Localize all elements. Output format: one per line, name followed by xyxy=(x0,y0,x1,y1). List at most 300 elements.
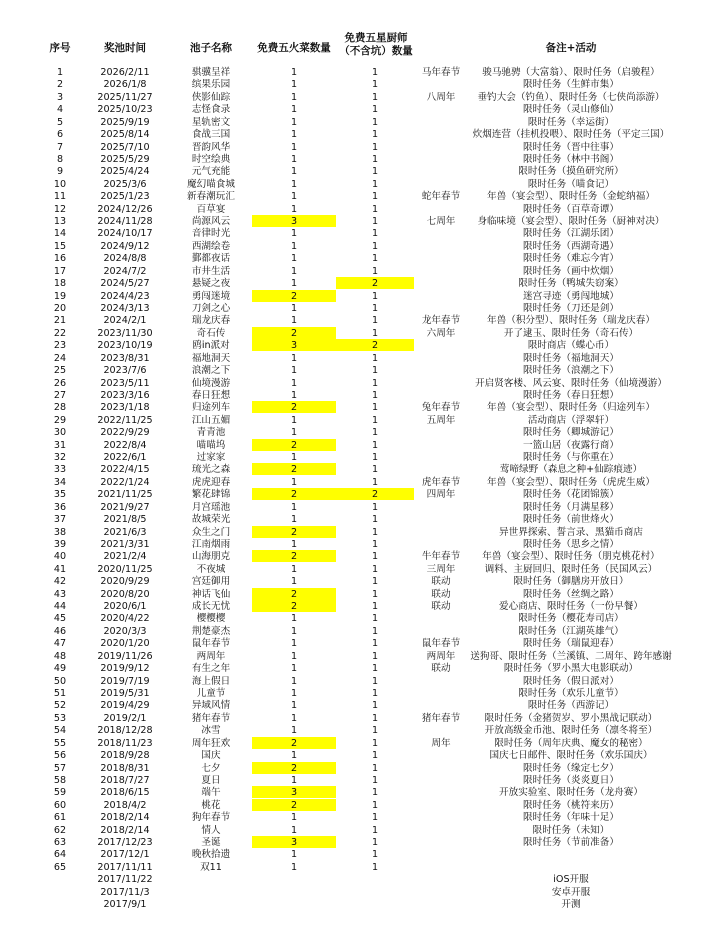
row-note: 限时任务（晋中往事） xyxy=(523,141,619,153)
row-pool-name: 神话飞仙 xyxy=(191,588,231,600)
row-hot-count: 1 xyxy=(290,501,298,513)
row-pool-name: 勇闯迷境 xyxy=(191,290,231,302)
row-note: 限时任务（摸鱼研究所） xyxy=(518,166,624,178)
row-seq: 45 xyxy=(53,613,67,625)
row-seq: 49 xyxy=(53,663,67,675)
row-seq: 26 xyxy=(53,377,67,389)
row-event-tag xyxy=(416,79,466,91)
row-date: 2021/2/4 xyxy=(103,551,147,563)
row-chef-count: 1 xyxy=(371,129,379,141)
row-seq: 19 xyxy=(53,290,67,302)
row-seq: 11 xyxy=(53,191,67,203)
row-chef-count: 1 xyxy=(371,253,379,265)
row-pool-name: 魔幻喵食城 xyxy=(187,178,235,190)
row-seq: 50 xyxy=(53,675,67,687)
row-event-tag xyxy=(416,204,466,216)
row-chef-count: 1 xyxy=(371,452,379,464)
row-event-tag: 五周年 xyxy=(426,414,456,426)
row-note: 限时任务（刀还是剑） xyxy=(523,302,619,314)
row-chef-count: 1 xyxy=(371,638,379,650)
row-hot-count: 1 xyxy=(290,302,298,314)
row-chef-count: 1 xyxy=(371,427,379,439)
row-event-tag: 鼠年春节 xyxy=(421,638,461,650)
row-event-tag xyxy=(416,303,466,315)
row-chef-count: 1 xyxy=(371,774,379,786)
row-pool-name: 市井生活 xyxy=(191,265,231,277)
row-hot-count: 2 xyxy=(290,464,298,476)
row-hot-count: 1 xyxy=(290,476,298,488)
row-seq: 46 xyxy=(53,625,67,637)
row-pool-name: 海上假日 xyxy=(191,675,231,687)
row-seq: 56 xyxy=(53,750,67,762)
row-seq: 30 xyxy=(53,427,67,439)
row-note: 异世界探索、誓言录、黑猫币商店 xyxy=(499,526,643,538)
row-note: 限时任务（前世烽火） xyxy=(523,514,619,526)
row-hot-count: 1 xyxy=(290,129,298,141)
row-chef-count: 1 xyxy=(371,290,379,302)
row-date: 2017/12/23 xyxy=(97,837,153,849)
row-pool-name: 仙境漫游 xyxy=(191,377,231,389)
row-event-tag xyxy=(416,278,466,290)
row-event-tag xyxy=(416,291,466,303)
row-pool-name: 山海朋克 xyxy=(191,551,231,563)
row-hot-count: 1 xyxy=(290,191,298,203)
row-pool-name: 两周年 xyxy=(196,650,226,662)
row-chef-count: 1 xyxy=(371,302,379,314)
row-pool-name: 奇石传 xyxy=(196,327,226,339)
row-hot-count xyxy=(252,874,336,886)
row-date: 2018/12/28 xyxy=(97,725,153,737)
row-seq: 54 xyxy=(53,725,67,737)
row-event-tag: 龙年春节 xyxy=(421,315,461,327)
row-chef-count: 1 xyxy=(371,67,379,78)
row-seq: 37 xyxy=(53,514,67,526)
header-seq: 序号 xyxy=(49,42,71,54)
row-seq: 29 xyxy=(53,414,67,426)
row-note: 送狗哥、限时任务（兰溪镇、二周年、跨年感谢 xyxy=(470,650,672,662)
row-date: 2025/5/29 xyxy=(100,153,150,165)
row-chef-count: 1 xyxy=(371,240,379,252)
row-pool-name: 端午 xyxy=(201,787,221,799)
row-pool-name: 故城荣光 xyxy=(191,514,231,526)
row-chef-count: 1 xyxy=(371,812,379,824)
row-date: 2026/2/11 xyxy=(100,67,150,78)
row-chef-count: 1 xyxy=(371,551,379,563)
row-seq: 9 xyxy=(56,166,64,178)
row-event-tag xyxy=(416,117,466,129)
row-seq: 51 xyxy=(53,688,67,699)
row-event-tag xyxy=(416,253,466,265)
row-date: 2025/3/6 xyxy=(103,178,147,190)
row-pool-name xyxy=(170,899,252,911)
row-note: 身临味境（宴会型）、限时任务（厨神对决） xyxy=(477,216,665,228)
row-chef-count: 1 xyxy=(371,315,379,327)
row-note xyxy=(466,849,676,861)
row-note: 莺啼绿野（森息之种+仙踪痕迹） xyxy=(499,464,643,476)
row-pool-name: 青青池 xyxy=(196,427,226,439)
row-seq: 23 xyxy=(53,340,67,352)
row-seq: 32 xyxy=(53,452,67,464)
row-pool-name: 过家家 xyxy=(196,452,226,464)
row-note: 迷宫寻迹（勇闯地城） xyxy=(523,290,619,302)
row-seq: 22 xyxy=(53,327,67,339)
row-note: 限时任务（炎炎夏日） xyxy=(523,774,619,786)
row-seq: 17 xyxy=(53,265,67,277)
row-event-tag xyxy=(416,378,466,390)
row-note: 限时任务（未知） xyxy=(532,824,610,836)
row-date: 2017/12/1 xyxy=(100,849,150,861)
row-chef-count: 1 xyxy=(371,365,379,377)
row-hot-count xyxy=(252,899,336,911)
row-pool-name xyxy=(170,874,252,886)
row-note: 骏马驰骋（大富翁）、限时任务（启骏程） xyxy=(482,67,660,78)
row-date: 2023/7/6 xyxy=(103,365,147,377)
row-pool-name: 成长无忧 xyxy=(191,601,231,613)
row-event-tag xyxy=(416,142,466,154)
row-pool-name: 晚秋拾遗 xyxy=(191,849,231,861)
row-note: 年兽（宴会型）、限时任务（归途列车） xyxy=(487,402,655,414)
row-hot-count: 1 xyxy=(290,228,298,240)
row-pool-name: 七夕 xyxy=(201,762,221,774)
row-hot-count: 2 xyxy=(290,737,298,749)
row-event-tag xyxy=(416,104,466,116)
row-date: 2022/6/1 xyxy=(103,452,147,464)
row-seq: 62 xyxy=(53,824,67,836)
row-date: 2025/1/23 xyxy=(100,191,150,203)
row-hot-count: 1 xyxy=(290,613,298,625)
row-hot-count: 1 xyxy=(290,427,298,439)
row-pool-name: 食战三国 xyxy=(191,129,231,141)
row-date: 2023/11/30 xyxy=(97,327,153,339)
row-chef-count: 1 xyxy=(371,514,379,526)
row-seq: 57 xyxy=(53,762,67,774)
row-event-tag xyxy=(416,340,466,352)
row-pool-name: 不夜城 xyxy=(196,563,226,575)
row-chef-count: 1 xyxy=(371,737,379,749)
row-seq: 28 xyxy=(53,402,67,414)
row-event-tag xyxy=(416,812,466,824)
row-hot-count xyxy=(252,887,336,899)
row-hot-count: 1 xyxy=(290,650,298,662)
row-event-tag: 联动 xyxy=(431,601,451,613)
row-date: 2019/7/19 xyxy=(100,675,150,687)
row-seq: 25 xyxy=(53,365,67,377)
row-hot-count: 1 xyxy=(290,774,298,786)
row-seq: 3 xyxy=(56,91,64,103)
row-pool-name: 猪年春节 xyxy=(191,712,231,724)
row-pool-name: 刀剑之心 xyxy=(191,302,231,314)
row-event-tag xyxy=(416,452,466,464)
row-event-tag xyxy=(416,365,466,377)
row-chef-count: 1 xyxy=(371,91,379,103)
row-pool-name: 江山五媚 xyxy=(191,414,231,426)
row-note: 限时任务（幸运街） xyxy=(527,116,615,128)
row-seq: 1 xyxy=(56,67,64,78)
row-chef-count: 2 xyxy=(371,278,379,290)
row-pool-name: 悬疑之夜 xyxy=(191,278,231,290)
row-pool-name: 江南烟雨 xyxy=(191,538,231,550)
row-date: 2022/8/4 xyxy=(103,439,147,451)
row-seq: 21 xyxy=(53,315,67,327)
row-hot-count: 2 xyxy=(290,551,298,563)
row-note: 年兽（宴会型）、限时任务（金蛇纳福） xyxy=(487,191,655,203)
row-note: 开放高级金币池、限时任务（凛冬将至） xyxy=(484,725,658,737)
row-chef-count: 1 xyxy=(371,861,379,873)
row-chef-count: 1 xyxy=(371,712,379,724)
row-seq: 2 xyxy=(56,79,64,91)
row-hot-count: 1 xyxy=(290,812,298,824)
row-event-tag: 四周年 xyxy=(426,489,456,501)
row-chef-count: 1 xyxy=(371,352,379,364)
row-pool-name: 西湖绘卷 xyxy=(191,240,231,252)
row-seq: 15 xyxy=(53,240,67,252)
row-date: 2025/7/10 xyxy=(100,141,150,153)
row-hot-count: 2 xyxy=(290,489,298,501)
row-seq: 43 xyxy=(53,588,67,600)
row-chef-count: 1 xyxy=(371,216,379,228)
row-hot-count: 1 xyxy=(290,750,298,762)
row-hot-count: 1 xyxy=(290,178,298,190)
row-date: 2024/4/23 xyxy=(100,290,150,302)
row-note: 限时任务（与你重在） xyxy=(523,452,619,464)
row-pool-name: 志怪食录 xyxy=(191,104,231,116)
row-hot-count: 1 xyxy=(290,79,298,91)
row-note: 调料、主厨回归、限时任务（民国风云） xyxy=(484,563,658,575)
row-hot-count: 2 xyxy=(290,762,298,774)
row-hot-count: 2 xyxy=(290,601,298,613)
row-note: 限时任务（欢乐儿童节） xyxy=(518,688,624,699)
row-date: 2024/3/13 xyxy=(100,302,150,314)
row-note: 限时任务（鸭城失窃案） xyxy=(518,278,624,290)
row-event-tag xyxy=(416,676,466,688)
row-chef-count xyxy=(336,874,414,886)
row-hot-count: 1 xyxy=(290,389,298,401)
row-pool-name: 春日狂想 xyxy=(191,389,231,401)
row-pool-name: 虎虎迎春 xyxy=(191,476,231,488)
row-pool-name: 归途列车 xyxy=(191,402,231,414)
row-hot-count: 1 xyxy=(290,675,298,687)
row-chef-count: 1 xyxy=(371,576,379,588)
row-event-tag xyxy=(416,775,466,787)
row-pool-name: 双11 xyxy=(200,861,222,873)
row-hot-count: 1 xyxy=(290,278,298,290)
row-chef-count: 2 xyxy=(371,340,379,352)
row-pool-name: 樱樱樱 xyxy=(196,613,226,625)
row-seq: 8 xyxy=(56,153,64,165)
row-note: 限时任务（花团锦簇） xyxy=(523,489,619,501)
row-date: 2018/2/14 xyxy=(100,824,150,836)
row-hot-count: 1 xyxy=(290,203,298,215)
row-pool-name: 儿童节 xyxy=(196,688,226,699)
row-note: 限时任务（春日狂想） xyxy=(523,389,619,401)
row-seq: 35 xyxy=(53,489,67,501)
row-hot-count: 1 xyxy=(290,538,298,550)
row-pool-name: 时空绘典 xyxy=(191,153,231,165)
row-date: 2018/8/31 xyxy=(100,762,150,774)
row-date: 2017/11/22 xyxy=(97,874,153,886)
row-seq: 31 xyxy=(53,439,67,451)
row-seq: 13 xyxy=(53,216,67,228)
row-pool-name: 福地洞天 xyxy=(191,352,231,364)
row-note: 限时任务（画中炊烟） xyxy=(523,265,619,277)
row-event-tag: 两周年 xyxy=(426,650,456,662)
row-note: 限时任务（罗小黑大电影联动） xyxy=(503,663,639,675)
row-event-tag xyxy=(416,825,466,837)
row-event-tag xyxy=(416,440,466,452)
row-event-tag xyxy=(416,700,466,712)
row-chef-count xyxy=(336,887,414,899)
row-chef-count: 1 xyxy=(371,501,379,513)
row-pool-name: 桃花 xyxy=(201,799,221,811)
row-hot-count: 1 xyxy=(290,663,298,675)
row-pool-name: 星轨密文 xyxy=(191,116,231,128)
row-chef-count xyxy=(336,899,414,911)
row-seq: 33 xyxy=(53,464,67,476)
row-hot-count: 3 xyxy=(290,216,298,228)
row-event-tag xyxy=(416,887,466,899)
row-date: 2023/10/19 xyxy=(97,340,153,352)
row-seq: 16 xyxy=(53,253,67,265)
row-date: 2024/10/17 xyxy=(97,228,153,240)
row-hot-count: 1 xyxy=(290,712,298,724)
row-note: 限时任务（灵山修仙） xyxy=(523,104,619,116)
row-seq: 5 xyxy=(56,116,64,128)
row-chef-count: 1 xyxy=(371,464,379,476)
row-chef-count: 1 xyxy=(371,228,379,240)
row-seq: 36 xyxy=(53,501,67,513)
row-seq: 41 xyxy=(53,563,67,575)
row-event-tag: 牛年春节 xyxy=(421,551,461,563)
row-pool-name: 鸥in派对 xyxy=(192,340,230,352)
row-pool-name: 音律时光 xyxy=(191,228,231,240)
row-seq xyxy=(40,874,80,886)
row-hot-count: 1 xyxy=(290,253,298,265)
row-chef-count: 1 xyxy=(371,79,379,91)
row-chef-count: 1 xyxy=(371,389,379,401)
row-pool-name: 众生之门 xyxy=(191,526,231,538)
row-event-tag xyxy=(416,763,466,775)
row-event-tag xyxy=(416,874,466,886)
row-seq: 39 xyxy=(53,538,67,550)
row-note: 一篮山居（夜露行商） xyxy=(523,439,619,451)
row-date: 2021/11/25 xyxy=(97,489,153,501)
row-date: 2021/8/5 xyxy=(103,514,147,526)
row-date: 2023/5/11 xyxy=(100,377,150,389)
row-note: 限时任务（金猪贺岁、罗小黑战记联动） xyxy=(484,712,658,724)
row-date: 2025/10/23 xyxy=(97,104,153,116)
row-event-tag: 联动 xyxy=(431,588,451,600)
row-chef-count: 1 xyxy=(371,837,379,849)
row-date: 2024/11/28 xyxy=(97,216,153,228)
row-seq: 34 xyxy=(53,476,67,488)
row-event-tag xyxy=(416,390,466,402)
row-note: 限时任务（难忘今宵） xyxy=(523,253,619,265)
row-note: 限时任务（节前准备） xyxy=(523,837,619,849)
row-chef-count: 1 xyxy=(371,613,379,625)
row-date: 2017/11/3 xyxy=(100,886,150,898)
row-event-tag xyxy=(416,228,466,240)
row-seq: 27 xyxy=(53,389,67,401)
row-pool-name: 冰雪 xyxy=(201,725,221,737)
row-pool-name: 骐骥呈祥 xyxy=(191,67,231,78)
row-event-tag xyxy=(416,800,466,812)
row-event-tag xyxy=(416,129,466,141)
row-date: 2020/9/29 xyxy=(100,576,150,588)
row-hot-count: 1 xyxy=(290,116,298,128)
row-date: 2025/4/24 xyxy=(100,166,150,178)
row-event-tag: 猪年春节 xyxy=(421,712,461,724)
row-seq: 55 xyxy=(53,737,67,749)
row-pool-name: 繁花肆锦 xyxy=(191,489,231,501)
row-seq: 61 xyxy=(53,812,67,824)
row-seq xyxy=(40,899,80,911)
row-chef-count: 1 xyxy=(371,116,379,128)
row-date: 2020/1/20 xyxy=(100,638,150,650)
row-event-tag xyxy=(416,750,466,762)
row-note: 限时任务（喵食记） xyxy=(527,178,615,190)
row-chef-count: 1 xyxy=(371,675,379,687)
row-note: 限时任务（年味十足） xyxy=(523,812,619,824)
row-pool-name: 有生之年 xyxy=(191,663,231,675)
row-hot-count: 1 xyxy=(290,265,298,277)
row-seq: 40 xyxy=(53,551,67,563)
row-chef-count: 1 xyxy=(371,402,379,414)
row-date: 2026/1/8 xyxy=(103,79,147,91)
row-chef-count: 2 xyxy=(371,489,379,501)
row-date: 2017/11/11 xyxy=(97,861,153,873)
row-date: 2025/9/19 xyxy=(100,116,150,128)
row-seq: 60 xyxy=(53,799,67,811)
row-event-tag xyxy=(416,626,466,638)
row-chef-count: 1 xyxy=(371,563,379,575)
row-date: 2025/8/14 xyxy=(100,129,150,141)
row-event-tag xyxy=(416,353,466,365)
row-date: 2020/3/3 xyxy=(103,625,147,637)
row-date: 2021/9/27 xyxy=(100,501,150,513)
row-hot-count: 1 xyxy=(290,849,298,861)
row-note: 限时任务（百草奇谭） xyxy=(523,203,619,215)
row-pool-name: 国庆 xyxy=(201,750,221,762)
row-note: 垂钓大会（钓鱼）、限时任务（七侠尚添游） xyxy=(477,91,665,103)
row-seq: 53 xyxy=(53,712,67,724)
row-date: 2020/6/1 xyxy=(103,601,147,613)
row-seq: 14 xyxy=(53,228,67,240)
row-chef-count: 1 xyxy=(371,166,379,178)
row-note: 限时任务（御膳房开放日） xyxy=(513,576,629,588)
row-chef-count: 1 xyxy=(371,725,379,737)
row-chef-count: 1 xyxy=(371,178,379,190)
row-event-tag xyxy=(416,862,466,874)
row-seq: 52 xyxy=(53,700,67,712)
row-event-tag: 联动 xyxy=(431,576,451,588)
row-date: 2024/7/2 xyxy=(103,265,147,277)
row-date: 2019/9/12 xyxy=(100,663,150,675)
row-date: 2019/4/29 xyxy=(100,700,150,712)
row-seq: 7 xyxy=(56,141,64,153)
row-event-tag xyxy=(416,688,466,700)
row-date: 2022/11/25 xyxy=(97,414,153,426)
row-seq: 38 xyxy=(53,526,67,538)
row-pool-name xyxy=(170,887,252,899)
row-date: 2024/8/8 xyxy=(103,253,147,265)
row-chef-count: 1 xyxy=(371,191,379,203)
row-date: 2023/1/18 xyxy=(100,402,150,414)
row-hot-count: 2 xyxy=(290,588,298,600)
row-note: 限时任务（周年庆典、魔女的秘密） xyxy=(494,737,648,749)
row-seq: 65 xyxy=(53,861,67,873)
row-date: 2017/9/1 xyxy=(103,899,147,911)
row-pool-name: 新春潮玩汇 xyxy=(187,191,235,203)
